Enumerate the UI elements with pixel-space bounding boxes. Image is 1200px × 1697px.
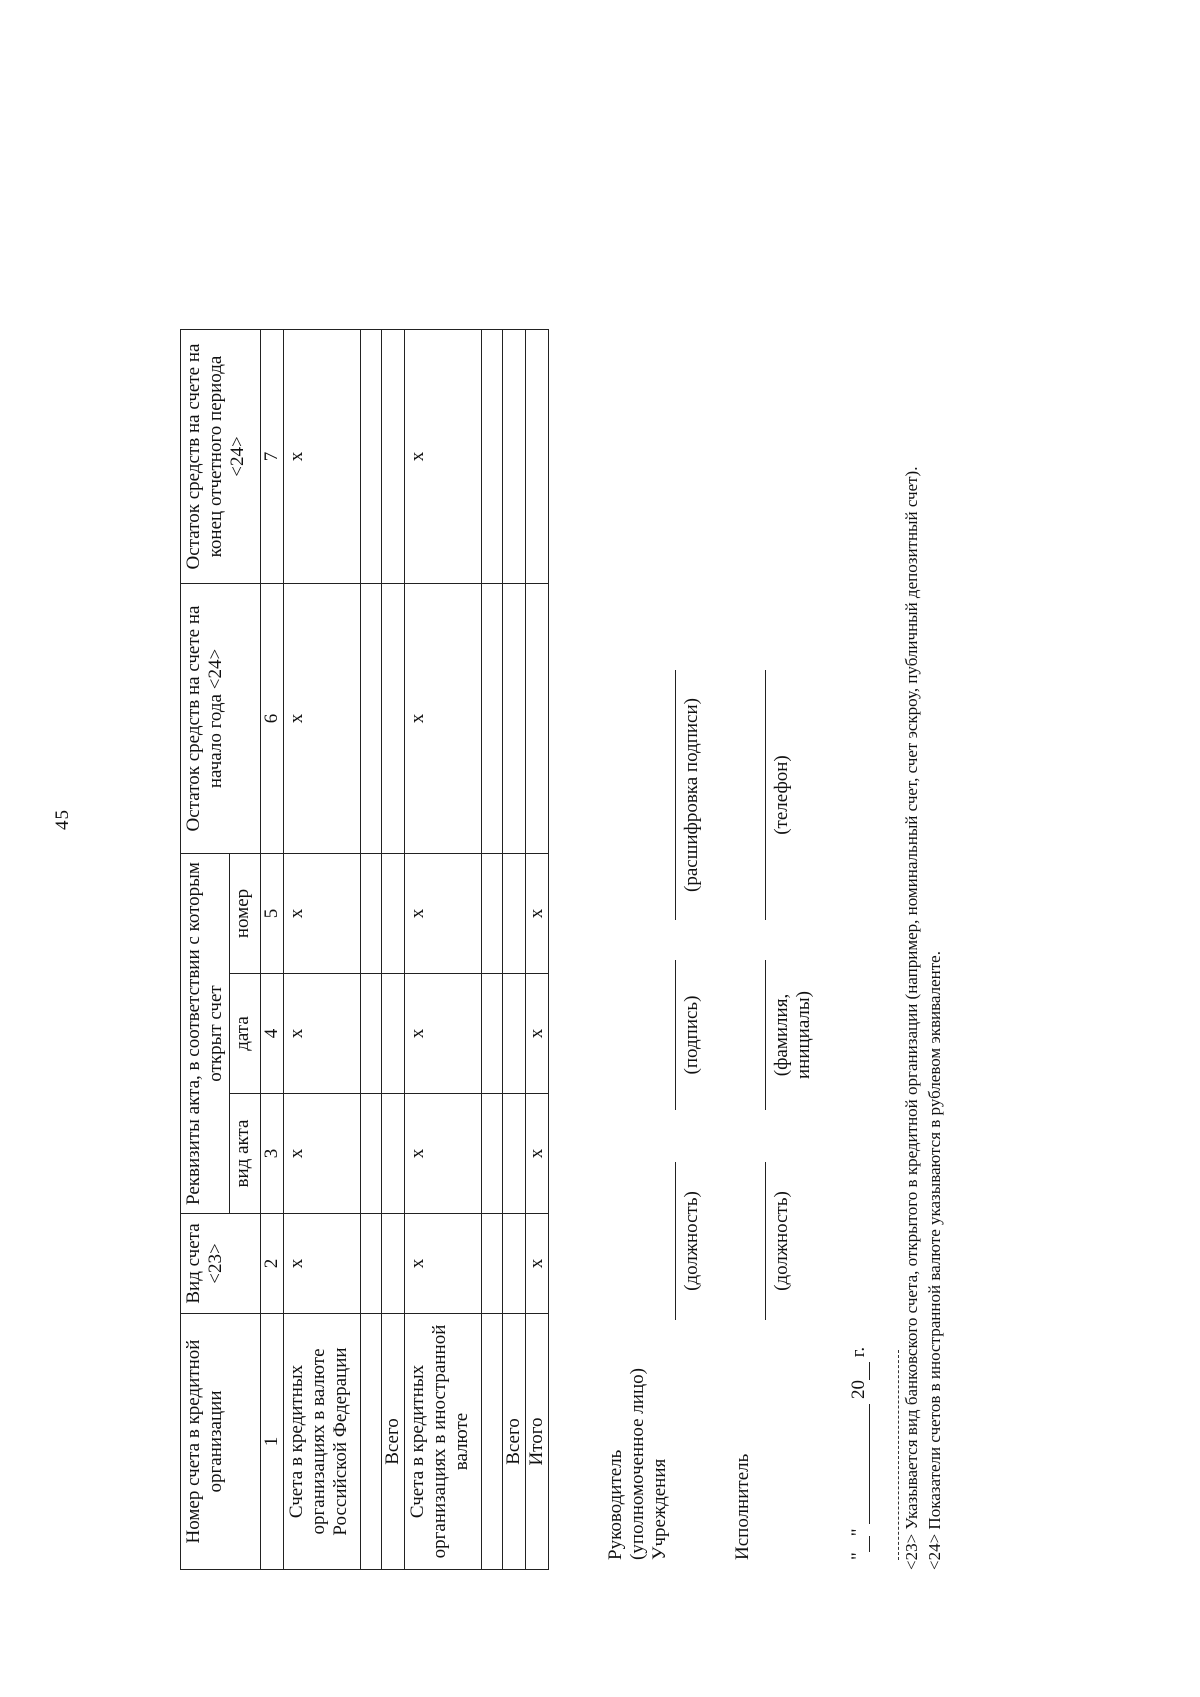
table-row-foreign-total bbox=[503, 329, 526, 1569]
cross-mark: x bbox=[284, 853, 361, 973]
date-line bbox=[848, 1347, 870, 1560]
cross-mark: x bbox=[284, 1094, 361, 1214]
phone-line bbox=[765, 670, 766, 920]
phone-caption: (телефон) bbox=[771, 755, 792, 835]
header-act-date: дата bbox=[230, 974, 261, 1094]
day-blank bbox=[851, 1536, 870, 1552]
head-label: Руководитель (уполномоченное лицо) Учреждения bbox=[605, 1368, 670, 1560]
cross-mark: x bbox=[284, 329, 361, 583]
date-quote-open: " bbox=[848, 1552, 869, 1560]
position-caption: (должность) bbox=[771, 1191, 792, 1291]
table-row-rub-section bbox=[284, 329, 361, 1569]
accounts-table bbox=[180, 329, 549, 1570]
footnote-23: <23> Указывается вид банковского счета, открытого в кредитной организации (например, номинальный счет, счет эскроу, публичный депозитный счет). bbox=[902, 466, 921, 1570]
cross-mark: x bbox=[526, 974, 549, 1094]
table-row-empty bbox=[361, 329, 382, 1569]
cross-mark: x bbox=[284, 1214, 361, 1314]
column-number: 7 bbox=[261, 329, 284, 583]
header-balance-start: Остаток средств на счете на начало года <24> bbox=[181, 583, 261, 853]
cross-mark: x bbox=[284, 974, 361, 1094]
column-number: 5 bbox=[261, 853, 284, 973]
section-label-foreign: Счета в кредитных организациях в иностранной валюте bbox=[405, 1314, 482, 1570]
month-blank bbox=[851, 1404, 870, 1524]
position-line bbox=[765, 1162, 766, 1320]
total-label: Всего bbox=[503, 1314, 526, 1570]
cross-mark: x bbox=[526, 1214, 549, 1314]
date-quote-close: " bbox=[848, 1528, 869, 1537]
column-number: 1 bbox=[261, 1314, 284, 1570]
table-row-grand-total bbox=[526, 329, 549, 1569]
header-balance-end: Остаток средств на счете на конец отчетного периода <24> bbox=[181, 329, 261, 583]
cross-mark: x bbox=[405, 974, 482, 1094]
year-suffix: г. bbox=[848, 1346, 869, 1358]
table-row-empty bbox=[482, 329, 503, 1569]
cross-mark: x bbox=[405, 1094, 482, 1214]
header-act-details: Реквизиты акта, в соответствии с которым открыт счет bbox=[181, 853, 230, 1213]
header-account-type: Вид счета <23> bbox=[181, 1214, 261, 1314]
grand-total-label: Итого bbox=[526, 1314, 549, 1570]
column-number: 6 bbox=[261, 583, 284, 853]
page-number: 45 bbox=[52, 809, 73, 830]
cross-mark: x bbox=[284, 583, 361, 853]
column-numbers-row bbox=[261, 329, 284, 1569]
position-caption: (должность) bbox=[681, 1191, 702, 1291]
cross-mark: x bbox=[405, 583, 482, 853]
footnote-divider bbox=[898, 1350, 899, 1560]
signature-caption: (подпись) bbox=[681, 995, 702, 1075]
header-account-number: Номер счета в кредитной организации bbox=[181, 1314, 261, 1570]
year-prefix: 20 bbox=[848, 1379, 869, 1399]
signature-line bbox=[675, 960, 676, 1110]
year-blank bbox=[851, 1362, 870, 1380]
executor-label: Исполнитель bbox=[732, 1453, 753, 1560]
decoding-line bbox=[675, 670, 676, 920]
header-act-type: вид акта bbox=[230, 1094, 261, 1214]
column-number: 3 bbox=[261, 1094, 284, 1214]
cross-mark: x bbox=[526, 853, 549, 973]
name-caption: (фамилия, инициалы) bbox=[771, 991, 814, 1080]
cross-mark: x bbox=[405, 329, 482, 583]
header-act-number: номер bbox=[230, 853, 261, 973]
cross-mark: x bbox=[526, 1094, 549, 1214]
footnote-24: <24> Показатели счетов в иностранной валюте указываются в рублевом эквиваленте. bbox=[925, 951, 944, 1570]
cross-mark: x bbox=[405, 1214, 482, 1314]
decoding-caption: (расшифровка подписи) bbox=[681, 698, 702, 892]
column-number: 4 bbox=[261, 974, 284, 1094]
table-row-foreign-section bbox=[405, 329, 482, 1569]
total-label: Всего bbox=[382, 1314, 405, 1570]
name-line bbox=[765, 960, 766, 1110]
cross-mark: x bbox=[405, 853, 482, 973]
section-label-rub: Счета в кредитных организациях в валюте Российской Федерации bbox=[284, 1314, 361, 1570]
column-number: 2 bbox=[261, 1214, 284, 1314]
position-line bbox=[675, 1162, 676, 1320]
table-row-rub-total bbox=[382, 329, 405, 1569]
form-content bbox=[180, 330, 1040, 1570]
